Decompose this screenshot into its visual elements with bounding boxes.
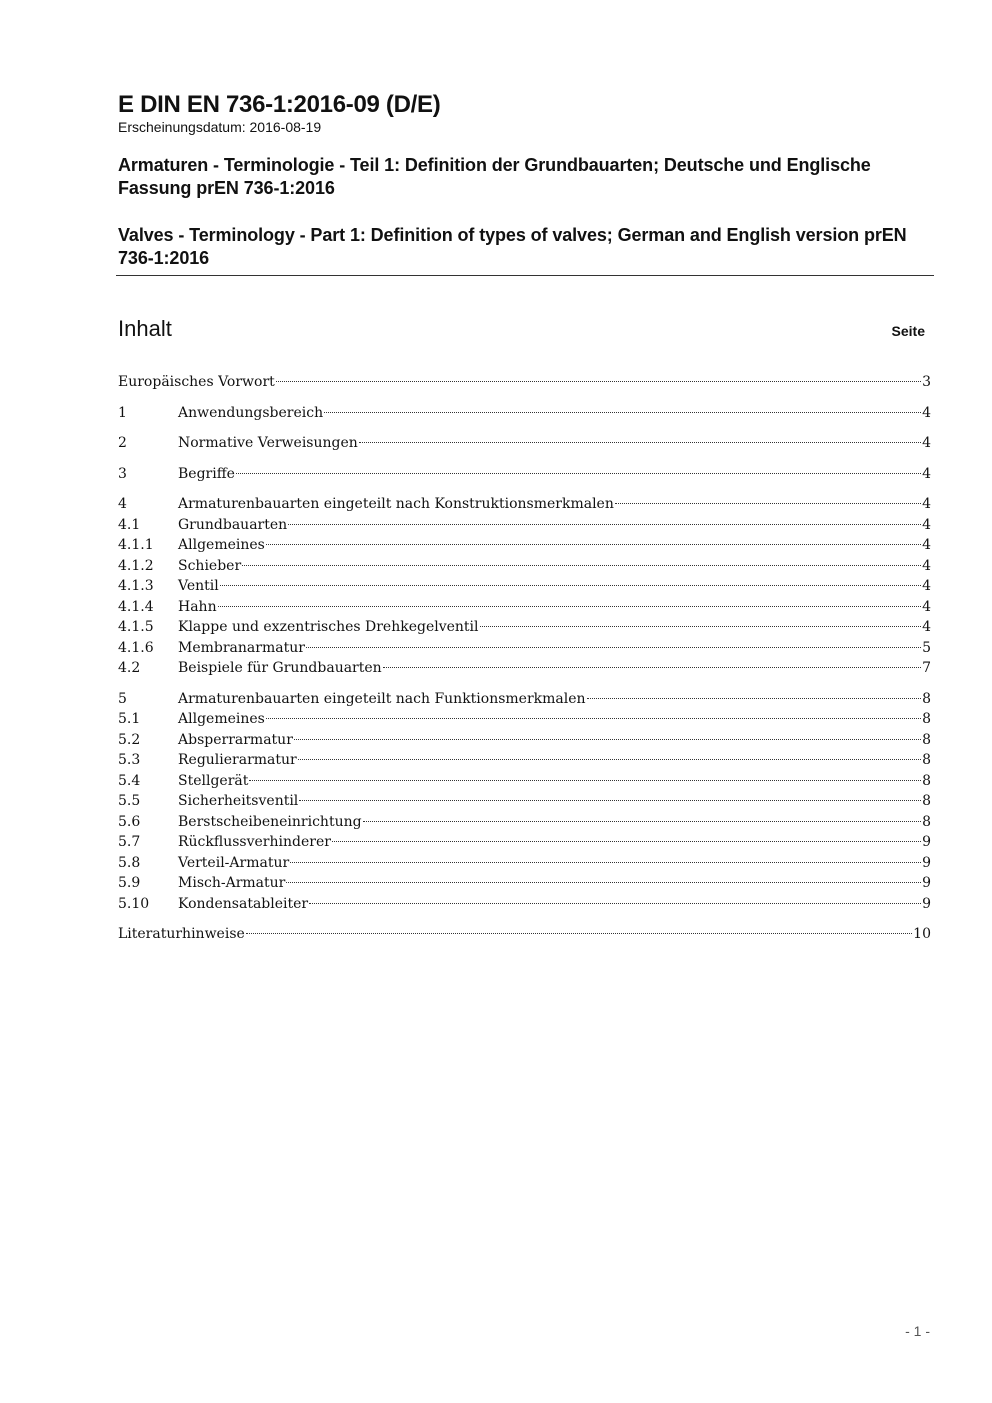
toc-entry-title: Berstscheibeneinrichtung: [178, 813, 362, 830]
toc-entry-number: 5.10: [118, 895, 150, 912]
toc-entry-page: 7: [922, 660, 931, 676]
toc-entry[interactable]: [118, 535, 931, 556]
toc-entry-number: 4.1.3: [118, 578, 154, 594]
toc-dot-leader: [242, 565, 921, 566]
document-id: E DIN EN 736-1:2016-09 (D/E): [118, 91, 441, 118]
toc-entry-title: Allgemeines: [178, 711, 265, 727]
toc-entry-title: Anwendungsbereich: [178, 404, 324, 421]
toc-dot-leader: [359, 442, 921, 443]
publication-date: Erscheinungsdatum: 2016-08-19: [118, 119, 322, 135]
toc-entry-page: 4: [922, 619, 931, 635]
toc-entry[interactable]: [118, 730, 931, 751]
toc-entry[interactable]: [118, 873, 931, 894]
toc-entry[interactable]: [118, 750, 931, 771]
toc-entry-number: 5.5: [118, 793, 141, 809]
toc-entry-number: 4.1: [118, 516, 141, 533]
toc-dot-leader: [383, 667, 921, 668]
toc-entry-page: 4: [922, 598, 931, 615]
toc-entry-title: Normative Verweisungen: [178, 435, 358, 451]
toc-entry-page: 8: [922, 690, 931, 707]
title-english: Valves - Terminology - Part 1: Definition of types of valves; German and English version prEN 736-1:2016: [118, 225, 907, 268]
toc-entry[interactable]: [118, 372, 931, 393]
toc-entry-page: 4: [922, 516, 931, 533]
toc-title: Inhalt: [118, 316, 172, 341]
toc-entry-title: Armaturenbauarten eingeteilt nach Konstruktionsmerkmalen: [178, 496, 614, 512]
toc-entry-title: Ventil: [178, 578, 219, 594]
toc-dot-leader: [276, 381, 921, 382]
toc-entry-page: 9: [922, 834, 931, 850]
toc-dot-leader: [236, 473, 921, 474]
toc-entry-title: Literaturhinweise: [118, 926, 245, 942]
toc-dot-leader: [309, 903, 921, 904]
toc-entry-number: 4.1.5: [118, 619, 154, 635]
toc-dot-leader: [249, 780, 921, 781]
toc-entry-number: 5.2: [118, 731, 141, 748]
toc-entry-title: Regulierarmatur: [178, 752, 297, 768]
toc-entry-title: Misch-Armatur: [178, 875, 286, 891]
toc-entry[interactable]: [118, 791, 931, 812]
document-header: [118, 90, 934, 270]
toc-entry-title: Rückflussverhinderer: [178, 834, 331, 850]
toc-entry-page: 8: [922, 752, 931, 768]
toc-entry-page: 9: [922, 895, 931, 912]
title-german: Armaturen - Terminologie - Teil 1: Definition der Grundbauarten; Deutsche und Englische Fassung prEN 736-1:2016: [118, 155, 871, 198]
toc-dot-leader: [288, 524, 921, 525]
header-divider: [116, 275, 934, 276]
toc-entry-page: 8: [922, 793, 931, 809]
toc-dot-leader: [266, 544, 921, 545]
toc-entry-title: Hahn: [178, 598, 217, 615]
toc-entry-number: 1: [118, 404, 127, 421]
toc-entry[interactable]: [118, 597, 931, 618]
toc-entry-title: Beispiele für Grundbauarten: [178, 660, 382, 676]
toc-dot-leader: [294, 739, 921, 740]
toc-entry-page: 10: [913, 926, 931, 942]
toc-entry[interactable]: [118, 771, 931, 792]
toc-dot-leader: [299, 800, 921, 801]
toc-entry-number: 5.9: [118, 875, 141, 891]
toc-entry-page: 4: [922, 435, 931, 451]
toc-entry[interactable]: [118, 494, 931, 515]
toc-entry[interactable]: [118, 812, 931, 833]
toc-dot-leader: [246, 933, 912, 934]
toc-dot-leader: [480, 626, 922, 627]
toc-entry-title: Verteil-Armatur: [178, 854, 290, 871]
toc-entry-number: 4.1.1: [118, 537, 154, 553]
toc-entry-page: 3: [922, 374, 931, 390]
toc-dot-leader: [290, 862, 921, 863]
toc-entry[interactable]: [118, 556, 931, 577]
toc-entry[interactable]: [118, 894, 931, 915]
toc-dot-leader: [218, 606, 921, 607]
toc-entry-number: 4.1.6: [118, 639, 154, 656]
page-number: - 1 -: [905, 1323, 930, 1339]
toc-entry-number: 5.7: [118, 834, 141, 850]
toc-entry-title: Allgemeines: [178, 537, 265, 553]
toc-entry-page: 4: [922, 404, 931, 421]
table-of-contents: [118, 372, 931, 945]
toc-entry-page: 4: [922, 578, 931, 594]
toc-entry-title: Stellgerät: [178, 772, 249, 789]
toc-entry-page: 8: [922, 711, 931, 727]
toc-entry-title: Grundbauarten: [178, 516, 288, 533]
toc-entry-page: 4: [922, 465, 931, 482]
toc-entry-title: Klappe und exzentrisches Drehkegelventil: [178, 619, 479, 635]
toc-entry[interactable]: [118, 853, 931, 874]
toc-dot-leader: [298, 759, 921, 760]
toc-entry-number: 2: [118, 435, 127, 451]
toc-page-column-label: Seite: [891, 323, 925, 339]
toc-dot-leader: [220, 585, 921, 586]
toc-dot-leader: [363, 821, 922, 822]
toc-entry[interactable]: [118, 924, 931, 945]
toc-entry[interactable]: [118, 464, 931, 485]
toc-entry-number: 5.8: [118, 854, 141, 871]
toc-entry-number: 5.1: [118, 711, 141, 727]
toc-entry-page: 8: [922, 813, 931, 830]
toc-entry[interactable]: [118, 658, 931, 679]
toc-entry-page: 4: [922, 496, 931, 512]
toc-entry-title: Armaturenbauarten eingeteilt nach Funktionsmerkmalen: [178, 690, 586, 707]
toc-entry[interactable]: [118, 403, 931, 424]
toc-dot-leader: [286, 882, 921, 883]
toc-entry-number: 4.1.4: [118, 598, 154, 615]
toc-entry-page: 8: [922, 731, 931, 748]
toc-entry-page: 5: [922, 639, 931, 656]
toc-entry[interactable]: [118, 709, 931, 730]
toc-entry-number: 5.6: [118, 813, 141, 830]
toc-entry-page: 8: [922, 772, 931, 789]
toc-dot-leader: [332, 841, 921, 842]
toc-entry-number: 5.3: [118, 752, 141, 768]
toc-entry[interactable]: [118, 689, 931, 710]
toc-entry[interactable]: [118, 433, 931, 454]
toc-entry[interactable]: [118, 576, 931, 597]
toc-entry-title: Europäisches Vorwort: [118, 374, 275, 390]
toc-dot-leader: [615, 503, 921, 504]
toc-entry-page: 9: [922, 875, 931, 891]
toc-dot-leader: [266, 718, 921, 719]
toc-entry-number: 5: [118, 690, 127, 707]
toc-entry-number: 4: [118, 496, 127, 512]
toc-entry-page: 4: [922, 537, 931, 553]
toc-entry-number: 4.1.2: [118, 557, 154, 574]
toc-entry[interactable]: [118, 638, 931, 659]
toc-entry-page: 9: [922, 854, 931, 871]
toc-entry-number: 4.2: [118, 660, 141, 676]
toc-entry[interactable]: [118, 515, 931, 536]
toc-entry-number: 3: [118, 465, 127, 482]
toc-entry-title: Membranarmatur: [178, 639, 305, 656]
toc-entry-number: 5.4: [118, 772, 141, 789]
toc-dot-leader: [306, 647, 921, 648]
toc-dot-leader: [324, 412, 921, 413]
toc-entry-title: Kondensatableiter: [178, 895, 309, 912]
toc-entry-title: Absperrarmatur: [178, 731, 293, 748]
toc-entry-title: Schieber: [178, 557, 242, 574]
toc-entry[interactable]: [118, 832, 931, 853]
toc-dot-leader: [587, 698, 922, 699]
toc-entry-title: Sicherheitsventil: [178, 793, 299, 809]
toc-entry[interactable]: [118, 617, 931, 638]
toc-entry-title: Begriffe: [178, 465, 235, 482]
toc-entry-page: 4: [922, 557, 931, 574]
